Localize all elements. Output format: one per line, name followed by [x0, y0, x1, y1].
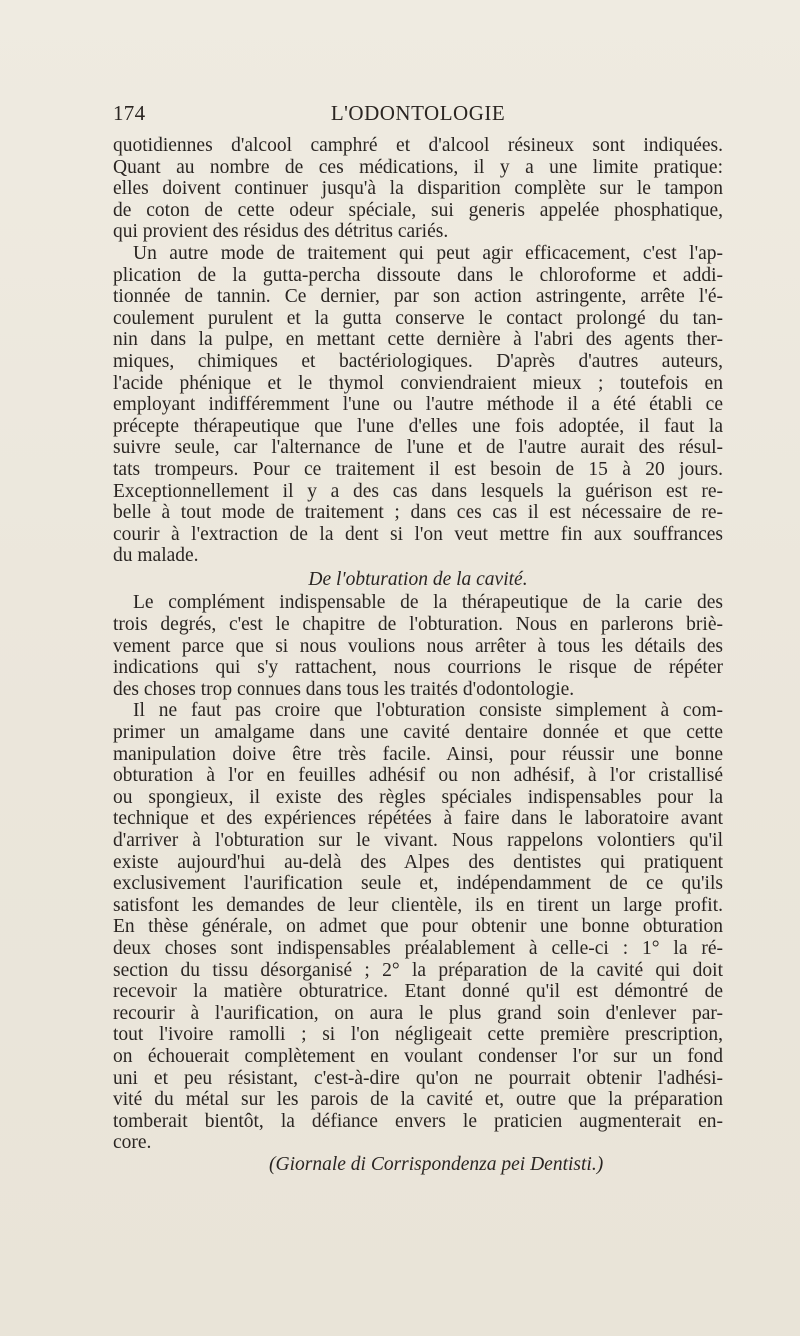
- text-line: de coton de cette odeur spéciale, sui generis appelée phosphatique,: [113, 199, 723, 221]
- text-line: du malade.: [113, 545, 199, 567]
- text-line: Le complément indispensable de la thérapeutique de la carie des: [133, 592, 723, 614]
- text-line: recourir à l'aurification, on aura le plus grand soin d'enlever par-: [113, 1002, 723, 1024]
- text-line: des choses trop connues dans tous les traités d'odontologie.: [113, 678, 575, 700]
- text-line: vement parce que si nous voulions nous arrêter à tous les détails des: [113, 635, 723, 657]
- text-line: uni et peu résistant, c'est-à-dire qu'on ne pourrait obtenir l'adhési-: [113, 1067, 723, 1089]
- text-line: nin dans la pulpe, en mettant cette dernière à l'abri des agents ther-: [113, 329, 723, 351]
- text-line: miques, chimiques et bactériologiques. D'après d'autres auteurs,: [113, 350, 723, 372]
- text-line: exclusivement l'aurification seule et, indépendamment de ce qu'ils: [113, 873, 723, 895]
- text-line: d'arriver à l'obturation sur le vivant. Nous rappelons volontiers qu'il: [113, 830, 723, 851]
- paragraph-2: [113, 243, 723, 567]
- paragraph-1: [113, 135, 723, 243]
- text-line: primer un amalgame dans une cavité dentaire donnée et que cette: [113, 722, 723, 744]
- text-line: qui provient des résidus des détritus cariés.: [113, 221, 449, 243]
- text-line: section du tissu désorganisé ; 2° la préparation de la cavité qui doit: [113, 959, 723, 981]
- text-line: l'acide phénique et le thymol conviendraient mieux ; toutefois en: [113, 372, 723, 394]
- page-number: 174: [113, 101, 146, 125]
- page-header: [113, 101, 723, 129]
- text-line: elles doivent continuer jusqu'à la disparition complète sur le tampon: [113, 178, 723, 200]
- text-line: on échouerait complètement en voulant condenser l'or sur un fond: [113, 1045, 723, 1067]
- body-text: [113, 135, 723, 1176]
- text-line: tats trompeurs. Pour ce traitement il est besoin de 15 à 20 jours.: [113, 458, 723, 480]
- text-line: tout l'ivoire ramolli ; si l'on négligeait cette première prescription,: [113, 1024, 723, 1046]
- text-line: satisfont les demandes de leur clientèle, ils en tirent un large profit.: [113, 894, 723, 916]
- text-line: belle à tout mode de traitement ; dans ces cas il est nécessaire de re-: [113, 502, 723, 524]
- section-heading: De l'obturation de la cavité.: [308, 568, 528, 590]
- text-line: suivre seule, car l'alternance de l'une et de l'autre aurait des résul-: [113, 437, 723, 459]
- text-line: existe aujourd'hui au-delà des Alpes des dentistes qui pratiquent: [113, 851, 723, 873]
- text-line: précepte thérapeutique que l'une d'elles une fois adoptée, il faut la: [113, 415, 723, 437]
- text-line: obturation à l'or en feuilles adhésif ou non adhésif, à l'or cristallisé: [113, 765, 723, 787]
- text-line: courir à l'extraction de la dent si l'on veut mettre fin aux souffrances: [113, 523, 723, 545]
- running-title: L'ODONTOLOGIE: [330, 101, 506, 125]
- text-line: quotidiennes d'alcool camphré et d'alcool résineux sont indiquées.: [113, 135, 723, 156]
- text-line: employant indifféremment l'une ou l'autre méthode il a été établi ce: [113, 394, 723, 416]
- text-line: Un autre mode de traitement qui peut agir efficacement, c'est l'ap-: [133, 242, 723, 264]
- text-line: tionnée de tannin. Ce dernier, par son action astringente, arrête l'é-: [113, 286, 723, 308]
- text-line: trois degrés, c'est le chapitre de l'obturation. Nous en parlerons briè-: [113, 614, 723, 636]
- text-line: recevoir la matière obturatrice. Etant donné qu'il est démontré de: [113, 981, 723, 1003]
- text-line: indications qui s'y rattachent, nous courrions le risque de répéter: [113, 657, 723, 679]
- paragraph-3: [113, 592, 723, 700]
- text-line: core.: [113, 1132, 152, 1154]
- text-line: tomberait bientôt, la défiance envers le praticien augmenterait en-: [113, 1110, 723, 1132]
- text-line: ou spongieux, il existe des règles spéciales indispensables pour la: [113, 786, 723, 808]
- source-citation: (Giornale di Corrispondenza pei Dentisti.): [269, 1153, 604, 1175]
- text-line: Exceptionnellement il y a des cas dans lesquels la guérison est re-: [113, 480, 723, 502]
- text-line: manipulation doive être très facile. Ainsi, pour réussir une bonne: [113, 743, 723, 765]
- paragraph-4: [113, 700, 723, 1153]
- text-line: En thèse générale, on admet que pour obtenir une bonne obturation: [113, 916, 723, 938]
- text-line: coulement purulent et la gutta conserve le contact prolongé du tan-: [113, 307, 723, 329]
- text-line: Quant au nombre de ces médications, il y a une limite pratique:: [113, 156, 723, 178]
- text-line: deux choses sont indispensables préalablement à celle-ci : 1° la ré-: [113, 937, 723, 959]
- text-line: Il ne faut pas croire que l'obturation consiste simplement à com-: [133, 700, 723, 722]
- text-line: plication de la gutta-percha dissoute dans le chloroforme et addi-: [113, 264, 723, 286]
- text-line: vité du métal sur les parois de la cavité et, outre que la préparation: [113, 1089, 723, 1111]
- text-line: technique et des expériences répétées à faire dans le laboratoire avant: [113, 808, 723, 830]
